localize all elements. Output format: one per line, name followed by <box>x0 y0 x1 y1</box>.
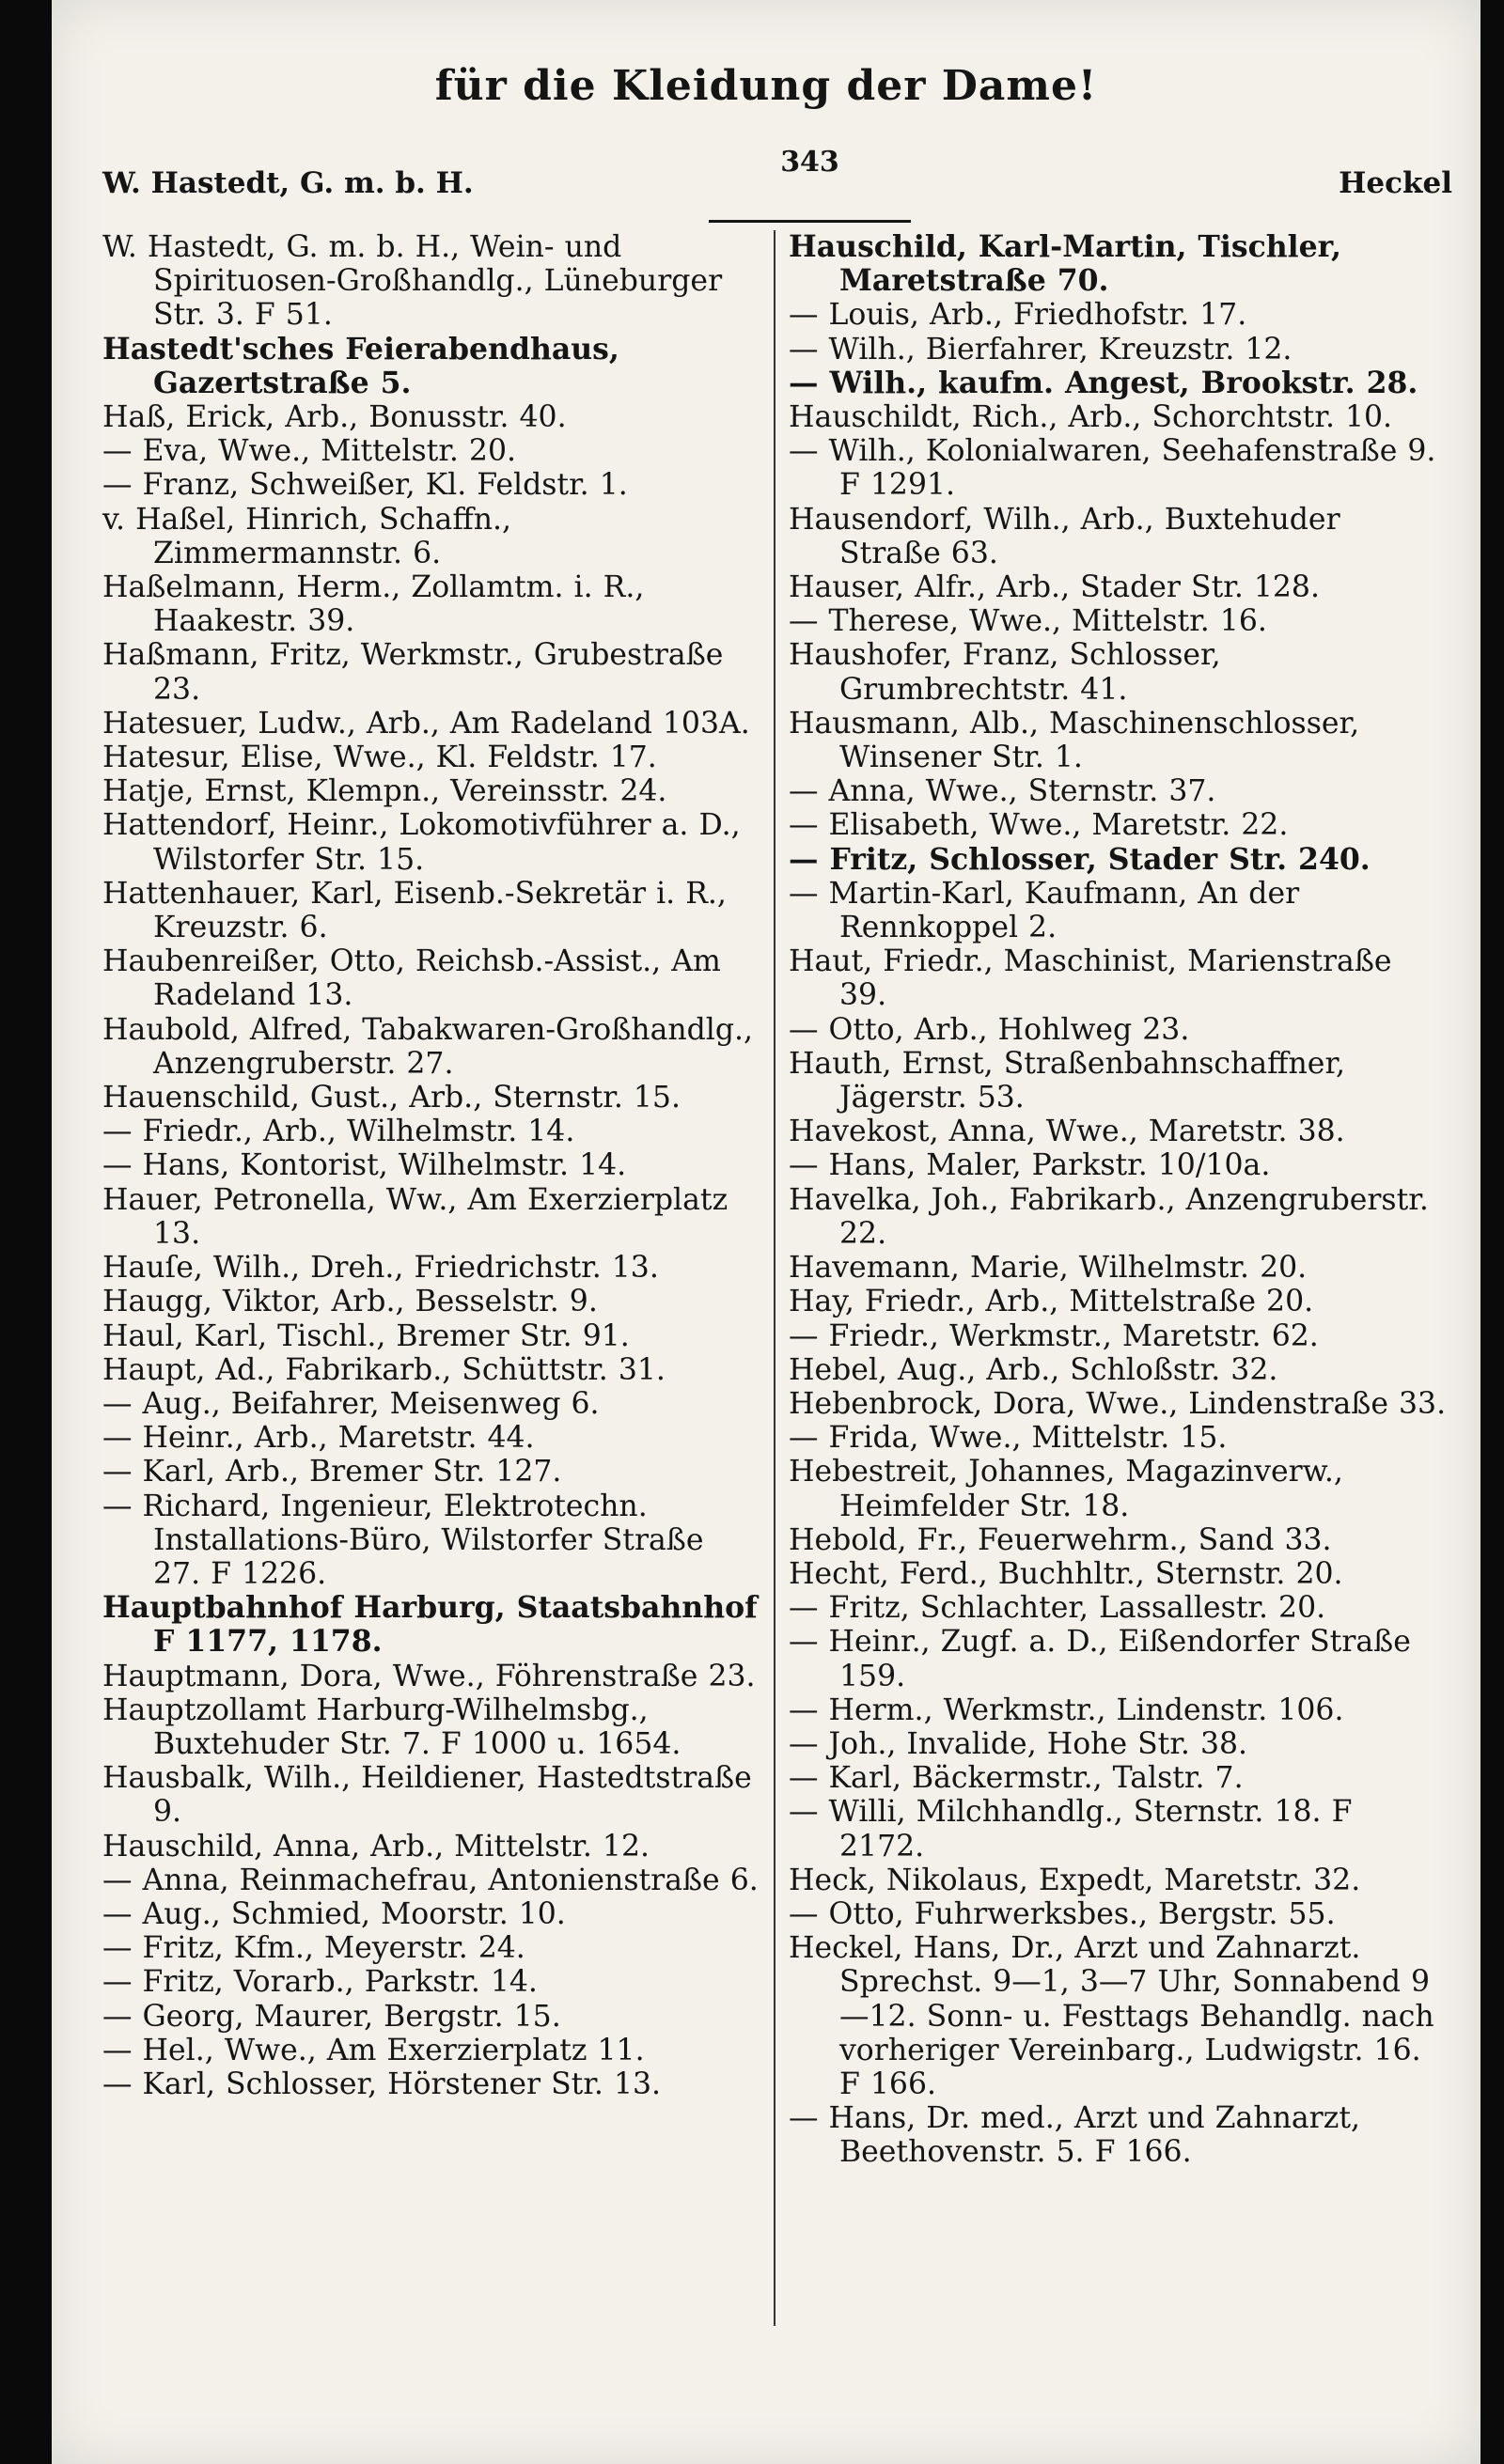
column-divider <box>774 230 776 2326</box>
directory-entry: — Georg, Maurer, Bergstr. 15. <box>102 1999 561 2034</box>
left-column <box>102 230 760 2101</box>
directory-entry: Hauser, Alfr., Arb., Stader Str. 128. <box>789 570 1320 605</box>
directory-entry: Haß, Erick, Arb., Bonusstr. 40. <box>102 400 567 435</box>
page-number: 343 <box>780 146 839 179</box>
directory-entry: — Hans, Kontorist, Wilhelmstr. 14. <box>102 1148 627 1183</box>
running-head <box>102 146 1452 202</box>
directory-entry: — Fritz, Vorarb., Parkstr. 14. <box>102 1965 538 2000</box>
directory-entry: — Otto, Fuhrwerksbes., Bergstr. 55. <box>789 1896 1336 1931</box>
directory-entry: Hatje, Ernst, Klempn., Vereinsstr. 24. <box>102 774 667 809</box>
directory-entry: Hatesur, Elise, Wwe., Kl. Feldstr. 17. <box>102 741 657 775</box>
directory-entry: Haushofer, Franz, Schlosser, Grumbrechtstr. 41. <box>789 638 1221 707</box>
page-number-rule <box>709 220 911 223</box>
directory-entry: Hauth, Ernst, Straßenbahnschaffner, Jägerstr. 53. <box>789 1046 1346 1115</box>
running-head-left: W. Hastedt, G. m. b. H. <box>102 166 474 200</box>
directory-entry: — Willi, Milchhandlg., Sternstr. 18. F 2172. <box>789 1795 1353 1864</box>
banner-text: für die Kleidung der Dame! <box>434 62 1098 110</box>
directory-entry: — Friedr., Werkmstr., Maretstr. 62. <box>789 1318 1319 1353</box>
directory-entry: Hauptmann, Dora, Wwe., Föhrenstraße 23. <box>102 1659 756 1693</box>
directory-entry: Hauer, Petronella, Ww., Am Exerzierplatz 13. <box>102 1182 728 1251</box>
directory-entry: — Fritz, Schlachter, Lassallestr. 20. <box>789 1591 1326 1626</box>
directory-entry: — Frida, Wwe., Mittelstr. 15. <box>789 1421 1228 1456</box>
directory-entry: — Therese, Wwe., Mittelstr. 16. <box>789 604 1267 639</box>
directory-entry: Hausbalk, Wilh., Heildiener, Hastedtstraße 9. <box>102 1761 752 1830</box>
directory-entry: v. Haßel, Hinrich, Schaffn., Zimmermannstr. 6. <box>102 502 512 570</box>
directory-entry: — Karl, Arb., Bremer Str. 127. <box>102 1455 562 1489</box>
directory-entry: Havekost, Anna, Wwe., Maretstr. 38. <box>789 1115 1345 1149</box>
directory-entry: — Heinr., Zugf. a. D., Eißendorfer Straße 159. <box>789 1625 1411 1693</box>
directory-entry: Haßelmann, Herm., Zollamtm. i. R., Haakestr. 39. <box>102 570 645 639</box>
directory-entry: Havemann, Marie, Wilhelmstr. 20. <box>789 1251 1308 1286</box>
directory-entry: — Aug., Schmied, Moorstr. 10. <box>102 1896 566 1931</box>
directory-entry: — Franz, Schweißer, Kl. Feldstr. 1. <box>102 468 628 503</box>
directory-entry: — Anna, Wwe., Sternstr. 37. <box>789 774 1216 809</box>
directory-entry: — Herm., Werkmstr., Lindenstr. 106. <box>789 1692 1344 1727</box>
directory-entry: Hauptzollamt Harburg-Wilhelmsbg., Buxtehuder Str. 7. F 1000 u. 1654. <box>102 1692 682 1761</box>
directory-entry: Hauschildt, Rich., Arb., Schorchtstr. 10. <box>789 400 1393 435</box>
directory-entry: Haubenreißer, Otto, Reichsb.-Assist., Am Radeland 13. <box>102 944 721 1013</box>
directory-columns <box>102 229 1447 2439</box>
directory-entry: Hauschild, Karl-Martin, Tischler, Maretstraße 70. <box>789 229 1341 299</box>
directory-entry: — Martin-Karl, Kaufmann, An der Rennkoppel 2. <box>789 876 1300 945</box>
right-column <box>789 230 1447 2170</box>
directory-entry: Hattendorf, Heinr., Lokomotivführer a. D., Wilstorfer Str. 15. <box>102 808 741 877</box>
directory-entry: — Otto, Arb., Hohlweg 23. <box>789 1012 1190 1047</box>
directory-entry: W. Hastedt, G. m. b. H., Wein- und Spirituosen-Großhandlg., Lüneburger Str. 3. F 51. <box>102 230 723 333</box>
directory-entry: — Richard, Ingenieur, Elektrotechn. Installations-Büro, Wilstorfer Straße 27. F 1226. <box>102 1489 704 1591</box>
directory-entry: Haupt, Ad., Fabrikarb., Schüttstr. 31. <box>102 1352 666 1387</box>
directory-page <box>52 0 1480 2464</box>
directory-entry: Haut, Friedr., Maschinist, Marienstraße 39. <box>789 944 1392 1013</box>
directory-entry: Hauptbahnhof Harburg, Staatsbahnhof F 1177, 1178. <box>102 1590 758 1660</box>
directory-entry: Haul, Karl, Tischl., Bremer Str. 91. <box>102 1318 630 1353</box>
directory-entry: Hecht, Ferd., Buchhltr., Sternstr. 20. <box>789 1556 1343 1591</box>
directory-entry: Heck, Nikolaus, Expedt, Maretstr. 32. <box>789 1863 1361 1897</box>
directory-entry: Hausendorf, Wilh., Arb., Buxtehuder Straße 63. <box>789 502 1340 570</box>
directory-entry: Hay, Friedr., Arb., Mittelstraße 20. <box>789 1285 1314 1319</box>
directory-entry: Hebenbrock, Dora, Wwe., Lindenstraße 33. <box>789 1386 1447 1421</box>
directory-entry: Hauſe, Wilh., Dreh., Friedrichstr. 13. <box>102 1251 659 1286</box>
directory-entry: Haubold, Alfred, Tabakwaren-Großhandlg., Anzengruberstr. 27. <box>102 1012 754 1081</box>
directory-entry: Hebestreit, Johannes, Magazinverw., Heimfelder Str. 18. <box>789 1455 1343 1523</box>
directory-entry: Hatesuer, Ludw., Arb., Am Radeland 103A. <box>102 706 750 741</box>
directory-entry: — Elisabeth, Wwe., Maretstr. 22. <box>789 808 1289 843</box>
directory-entry: — Hel., Wwe., Am Exerzierplatz 11. <box>102 2033 645 2067</box>
directory-entry: — Eva, Wwe., Mittelstr. 20. <box>102 434 517 469</box>
directory-entry: Heckel, Hans, Dr., Arzt und Zahnarzt. Sprechst. 9—1, 3—7 Uhr, Sonnabend 9—12. Sonn- u. Festtags Behandlg. nach vorheriger Vereinbarg., Ludwigstr. 16. F 166. <box>789 1931 1434 2101</box>
directory-entry: — Louis, Arb., Friedhofstr. 17. <box>789 298 1247 333</box>
directory-entry: — Hans, Maler, Parkstr. 10/10a. <box>789 1148 1271 1183</box>
directory-entry: Hebold, Fr., Feuerwehrm., Sand 33. <box>789 1522 1332 1557</box>
directory-entry: Hattenhauer, Karl, Eisenb.-Sekretär i. R., Kreuzstr. 6. <box>102 876 727 945</box>
directory-entry: — Wilh., kaufm. Angest, Brookstr. 28. <box>789 365 1418 400</box>
directory-entry: — Heinr., Arb., Maretstr. 44. <box>102 1421 535 1456</box>
directory-entry: — Fritz, Kfm., Meyerstr. 24. <box>102 1931 525 1966</box>
directory-entry: Hauenschild, Gust., Arb., Sternstr. 15. <box>102 1081 681 1115</box>
directory-entry: — Friedr., Arb., Wilhelmstr. 14. <box>102 1115 575 1149</box>
directory-entry: Hausmann, Alb., Maschinenschlosser, Winsener Str. 1. <box>789 706 1360 775</box>
directory-entry: — Aug., Beifahrer, Meisenweg 6. <box>102 1386 600 1421</box>
directory-entry: — Wilh., Bierfahrer, Kreuzstr. 12. <box>789 332 1292 366</box>
directory-entry: Hauschild, Anna, Arb., Mittelstr. 12. <box>102 1829 650 1864</box>
directory-entry: Hastedt'sches Feierabendhaus, Gazertstraße 5. <box>102 331 619 400</box>
directory-entry: — Hans, Dr. med., Arzt und Zahnarzt, Beethovenstr. 5. F 166. <box>789 2101 1361 2170</box>
directory-entry: — Karl, Schlosser, Hörstener Str. 13. <box>102 2066 662 2101</box>
directory-entry: — Joh., Invalide, Hohe Str. 38. <box>789 1726 1248 1761</box>
directory-entry: — Karl, Bäckermstr., Talstr. 7. <box>789 1761 1244 1796</box>
running-head-right: Heckel <box>1339 166 1452 200</box>
directory-entry: Haugg, Viktor, Arb., Besselstr. 9. <box>102 1285 598 1319</box>
directory-entry: — Anna, Reinmachefrau, Antonienstraße 6. <box>102 1863 759 1897</box>
directory-entry: Haßmann, Fritz, Werkmstr., Grubestraße 23. <box>102 638 724 707</box>
directory-entry: — Fritz, Schlosser, Stader Str. 240. <box>789 841 1371 877</box>
directory-entry: Havelka, Joh., Fabrikarb., Anzengruberstr. 22. <box>789 1182 1429 1251</box>
directory-entry: — Wilh., Kolonialwaren, Seehafenstraße 9. F 1291. <box>789 434 1436 503</box>
directory-entry: Hebel, Aug., Arb., Schloßstr. 32. <box>789 1352 1278 1387</box>
